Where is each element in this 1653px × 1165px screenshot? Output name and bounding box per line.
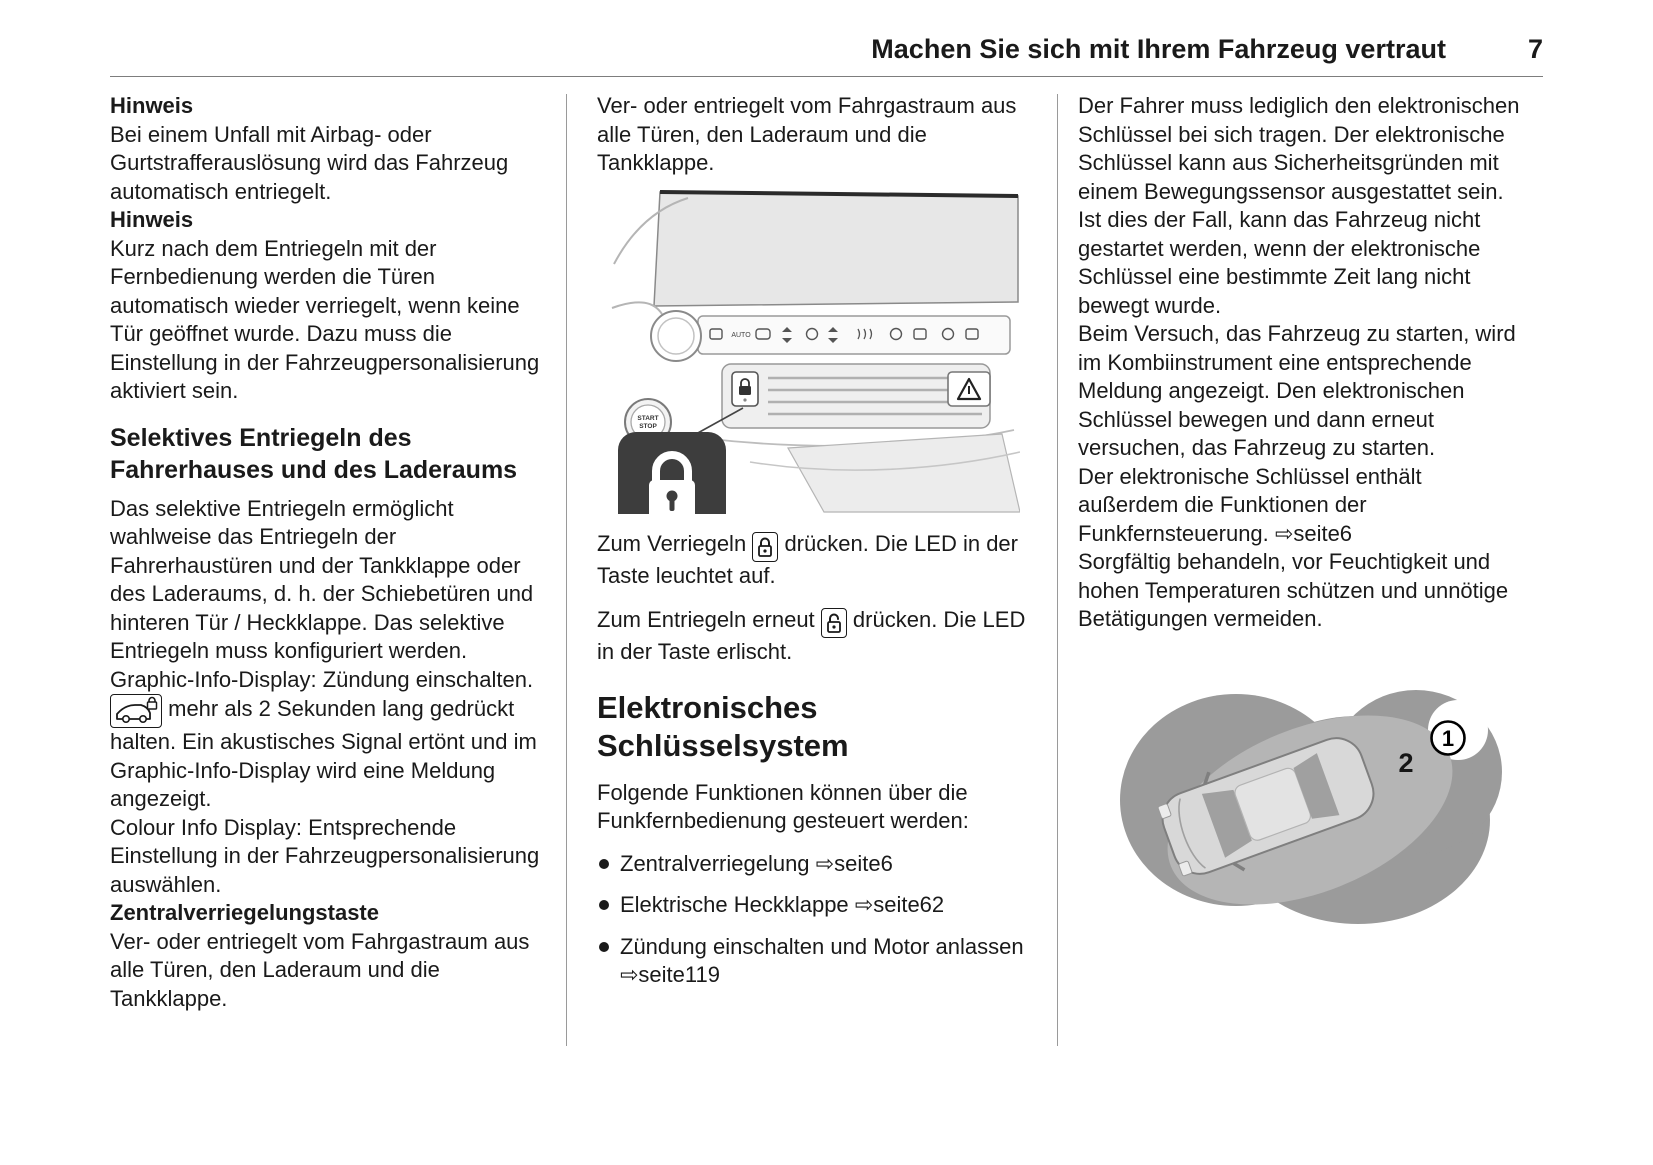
left-column [110, 92, 550, 1013]
electronic-key-paragraph: Der Fahrer muss lediglich den elektronischen Schlüssel bei sich tragen. Der elektronische Schlüssel kann aus Sicherheitsgründen mit einem Bewegungssensor ausgestattet sein. Ist dies der Fall, kann das Fahrzeug nicht gestartet werden, wenn der elektronische Schlüssel eine bestimmte Zeit lang nicht bewegt wurde. [1078, 93, 1520, 318]
key-detection-zones-figure [1118, 672, 1508, 934]
graphic-info-pre: Graphic-Info-Display: Zündung einschalten. [110, 666, 534, 692]
infotainment-screen [654, 192, 1018, 306]
page-ref: ⇨seite6 [1274, 520, 1353, 546]
list-item [597, 850, 1027, 879]
lock-instruction-pre: Zum Verriegeln [597, 530, 747, 556]
note-label: Hinweis [110, 93, 194, 118]
function-list-intro: Folgende Funktionen können über die Funkfernbedienung gesteuert werden: [597, 779, 969, 833]
function-list [597, 850, 1027, 990]
header-rule [110, 76, 1543, 77]
remote-functions-text: Der elektronische Schlüssel enthält außerdem die Funktionen der Funkfernsteuerung. [1078, 463, 1422, 546]
unlock-instruction-pre: Zum Entriegeln erneut [597, 607, 815, 632]
detection-zones-illustration [1118, 672, 1508, 934]
svg-text:1: 1 [1441, 725, 1455, 751]
bullet-icon [599, 900, 609, 910]
unlock-instruction-post: drücken. Die LED in der Taste erlischt. [597, 607, 1026, 664]
remote-functions-paragraph [1078, 463, 1520, 549]
unlock-button-icon [821, 608, 847, 638]
section-heading-electronic-key: Elektronisches Schlüsselsystem [597, 689, 849, 763]
page-ref: ⇨seite6 [815, 850, 893, 876]
lock-instruction [597, 530, 1027, 591]
dashboard-illustration [610, 186, 1020, 514]
lock-callout-icon [618, 432, 726, 514]
section-heading: Selektives Entriegeln des Fahrerhauses und des Laderaums [110, 423, 518, 484]
selective-unlock-paragraph: Das selektive Entriegeln ermöglicht wahlweise das Entriegeln der Fahrerhaustüren und der Tankklappe oder des Laderaums, d. h. der Schiebetüren und hinteren Tür / Heckklappe. Das selektive Entriegeln muss konfiguriert werden. [110, 495, 534, 663]
care-paragraph: Sorgfältig behandeln, vor Feuchtigkeit und hohen Temperaturen schützen und unnötige Betätigungen vermeiden. [1078, 549, 1509, 631]
page-ref: ⇨seite62 [854, 892, 945, 917]
remote-unlock-button-icon [110, 694, 162, 728]
column-divider [1057, 94, 1058, 1046]
list-item-text: Zündung einschalten und Motor anlassen [620, 933, 1024, 959]
note-text: Bei einem Unfall mit Airbag- oder Gurtstrafferauslösung wird das Fahrzeug automatisch entriegelt. [110, 121, 509, 204]
middle-column [597, 92, 1027, 1003]
dashboard-figure [610, 186, 1020, 514]
colour-info-paragraph: Colour Info Display: Entsprechende Einstellung in der Fahrzeugpersonalisierung auswählen. [110, 814, 540, 897]
page-header [110, 34, 1543, 65]
hazard-warning-button [948, 372, 990, 406]
svg-text:START: START [637, 414, 659, 422]
svg-text:STOP: STOP [639, 422, 657, 430]
marker-1 [1432, 721, 1465, 754]
lock-instruction-post: drücken. Die LED in der Taste leuchtet auf. [597, 530, 1018, 588]
graphic-info-paragraph [110, 666, 550, 814]
auto-button-label: AUTO [731, 331, 751, 339]
list-item [597, 891, 1027, 920]
page-ref: ⇨seite119 [620, 962, 720, 987]
bullet-icon [599, 942, 609, 952]
start-attempt-paragraph: Beim Versuch, das Fahrzeug zu starten, wird im Kombiinstrument eine entsprechende Meldung angezeigt. Den elektronischen Schlüssel bewegen und dann erneut versuchen, das Fahrzeug zu starten. [1078, 321, 1516, 460]
column-divider [566, 94, 567, 1046]
bullet-icon [599, 859, 609, 869]
central-lock-paragraph: Ver- oder entriegelt vom Fahrgastraum aus alle Türen, den Laderaum und die Tankklappe. [110, 928, 530, 1011]
unlock-instruction [597, 606, 1027, 667]
marker-2: 2 [1398, 747, 1414, 778]
note-text: Kurz nach dem Entriegeln mit der Fernbedienung werden die Türen automatisch wieder verriegelt, wenn keine Tür geöffnet wurde. Dazu muss die Einstellung in der Fahrzeugpersonalisierung aktiviert sein. [110, 235, 540, 403]
list-item [597, 933, 1027, 990]
lock-button-icon [752, 532, 778, 562]
intro-paragraph: Ver- oder entriegelt vom Fahrgastraum aus alle Türen, den Laderaum und die Tankklappe. [597, 93, 1017, 175]
page-number: 7 [1527, 34, 1543, 64]
central-locking-button [732, 372, 758, 406]
right-column [1078, 92, 1520, 934]
chapter-title: Machen Sie sich mit Ihrem Fahrzeug vertraut [871, 34, 1446, 64]
note-label: Hinweis [110, 207, 194, 232]
central-lock-button-label: Zentralverriegelungstaste [110, 900, 379, 925]
list-item-text: Zentralverriegelung [620, 850, 816, 876]
graphic-info-post: mehr als 2 Sekunden lang gedrückt halten. Ein akustisches Signal ertönt und im Graphic-Info-Display wird eine Meldung angezeigt. [110, 696, 537, 811]
list-item-text: Elektrische Heckklappe [620, 892, 855, 917]
